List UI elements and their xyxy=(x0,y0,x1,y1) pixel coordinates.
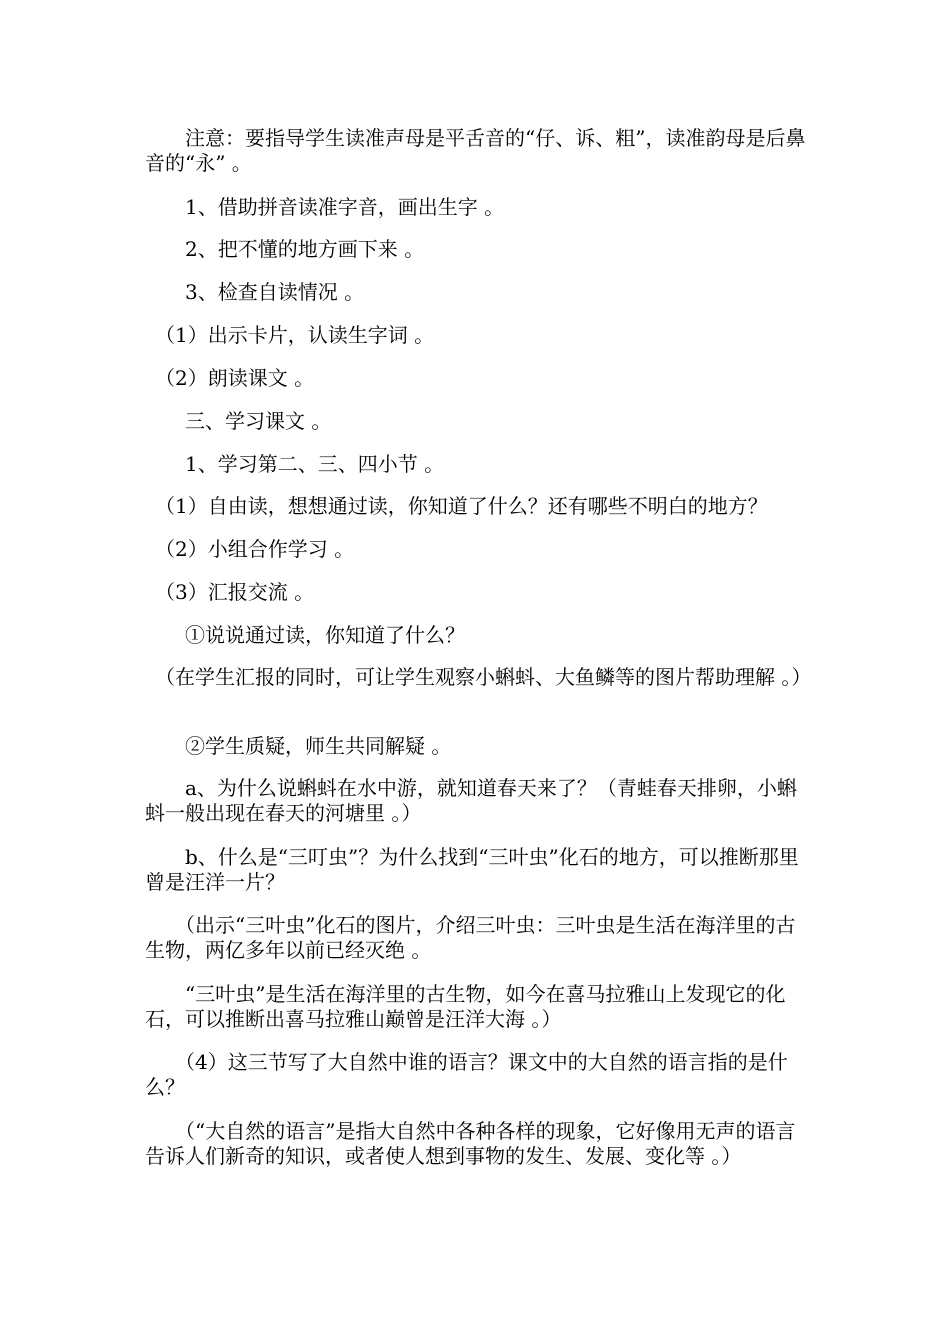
paragraph-question-b: b、什么是“三叮虫”？为什么找到“三叶虫”化石的地方，可以推断那里曾是汪洋一片？ xyxy=(145,845,799,894)
paragraph-study-1: 1、学习第二、三、四小节 。 xyxy=(145,452,445,476)
paragraph-sub-2: （2）朗读课文 。 xyxy=(145,366,315,390)
paragraph-free-reading: （1）自由读，想想通过读，你知道了什么？还有哪些不明白的地方？ xyxy=(145,494,768,518)
paragraph-circle-1: ①说说通过读，你知道了什么？ xyxy=(145,623,465,647)
paragraph-group-study: （2）小组合作学习 。 xyxy=(145,537,355,561)
paragraph-question-4: （4）这三节写了大自然中谁的语言？课文中的大自然的语言指的是什么？ xyxy=(145,1050,788,1099)
paragraph-sub-1: （1）出示卡片，认读生字词 。 xyxy=(145,323,435,347)
paragraph-note: 注意：要指导学生读准声母是平舌音的“仔、诉、粗”，读准韵母是后鼻音的“永” 。 xyxy=(145,126,806,175)
paragraph-nature-language: （“大自然的语言”是指大自然中各种各样的现象，它好像用无声的语言告诉人们新奇的知识，或者使人想到事物的发生、发展、变化等 。） xyxy=(145,1119,796,1168)
paragraph-circle-2: ②学生质疑，师生共同解疑 。 xyxy=(145,734,452,758)
paragraph-trilobite-fact: “三叶虫”是生活在海洋里的古生物，如今在喜马拉雅山上发现它的化石，可以推断出喜马拉雅山巅曾是汪洋大海 。） xyxy=(145,982,786,1031)
paragraph-report: （3）汇报交流 。 xyxy=(145,580,315,604)
paragraph-observe: （在学生汇报的同时，可让学生观察小蝌蚪、大鱼鳞等的图片帮助理解 。） xyxy=(145,665,812,689)
paragraph-section-3: 三、学习课文 。 xyxy=(145,409,332,433)
paragraph-question-a: a、为什么说蝌蚪在水中游，就知道春天来了？（青蛙春天排卵，小蝌蚪一般出现在春天的河塘里 。） xyxy=(145,776,797,825)
paragraph-step-1: 1、借助拼音读准字音，画出生字 。 xyxy=(145,195,505,219)
paragraph-trilobite-show: （出示“三叶虫”化石的图片，介绍三叶虫：三叶虫是生活在海洋里的古生物，两亿多年以前已经灭绝 。 xyxy=(145,913,796,962)
paragraph-step-3: 3、检查自读情况 。 xyxy=(145,280,365,304)
paragraph-step-2: 2、把不懂的地方画下来 。 xyxy=(145,237,425,261)
